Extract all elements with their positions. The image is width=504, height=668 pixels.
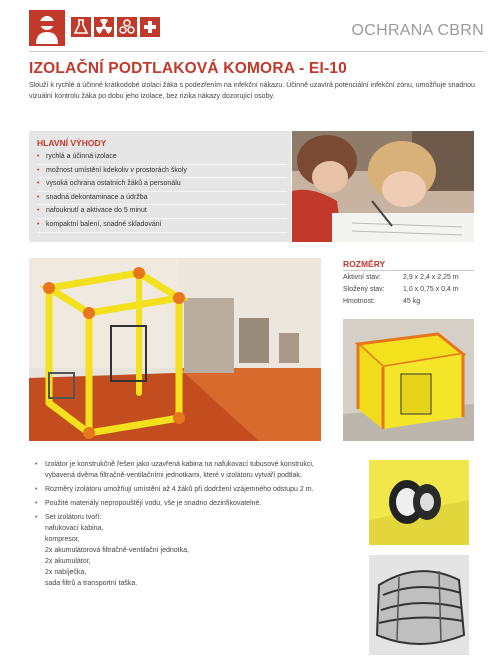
list-item: • nafouknutí a aktivace do 5 minut — [37, 205, 287, 219]
dimension-row — [343, 298, 478, 309]
list-item: • Izolátor je konstrukčně řešen jako uzavřená kabina na nafukovací tubusové konstrukci, vybavená dvěma filtračně-ventilačními jednotkami, které v izolátoru vytváří podtlak. — [35, 459, 325, 481]
radiation-icon — [94, 17, 114, 37]
set-item: 2x akumulátorová filtračně-ventilační jednotka, — [45, 547, 189, 554]
cross-icon — [140, 17, 160, 37]
photo-children-writing — [292, 131, 474, 242]
advantages-list — [37, 151, 287, 233]
set-item: nafukovací kabina, — [45, 525, 104, 532]
dimension-value: 1,0 x 0,75 x 0,4 m — [403, 286, 459, 293]
advantages-panel — [29, 131, 291, 242]
dimension-row — [343, 274, 478, 285]
list-item: • Použité materiály nepropouštějí vodu, vše je snadno dezinfikovatelné. — [35, 498, 325, 509]
list-item: • vysoká ochrana ostatních žáků a personálu — [37, 178, 287, 192]
set-item: kompresor, — [45, 536, 80, 543]
photo-transport-bag — [369, 555, 469, 655]
list-item: • Rozměry izolátoru umožňují umístění až 4 žáků při dodržení vzájemného odstupu 2 m. — [35, 484, 325, 495]
photo-corridor-isolator — [29, 258, 321, 441]
person-mask-icon — [29, 10, 65, 46]
dimensions-divider — [343, 270, 474, 271]
section-header-title: OCHRANA CBRN — [351, 22, 484, 39]
dimension-label: Aktivní stav: — [343, 274, 381, 281]
intro-paragraph: Slouží k rychlé a účinné krátkodobé izolaci žáka s podezřením na infekční nákazu. Účinně uzavírá potenciální infekční zónu, umožňuje snadnou vizuální kontrolu žáka po dobu jeho izolace, bez rizika nákazy dozorující osoby. — [29, 82, 475, 100]
chemical-icon — [71, 17, 91, 37]
list-item — [35, 512, 325, 589]
photo-inflated-tent — [343, 319, 474, 441]
header-divider — [29, 51, 484, 52]
dimensions-title: ROZMĚRY — [343, 259, 386, 269]
set-item: 2x nabíječka, — [45, 569, 87, 576]
dimension-label: Složený stav: — [343, 286, 385, 293]
details-list — [35, 459, 325, 592]
list-item: • kompaktní balení, snadné skladování — [37, 219, 287, 233]
list-item: • snadná dekontaminace a údržba — [37, 192, 287, 206]
list-item: • možnost umístění kdekoliv v prostorách školy — [37, 165, 287, 179]
advantages-title: HLAVNÍ VÝHODY — [37, 138, 107, 148]
dimension-label: Hmotnost: — [343, 298, 375, 305]
biohazard-icon — [117, 17, 137, 37]
dimension-value: 45 kg — [403, 298, 421, 305]
page-title: IZOLAČNÍ PODTLAKOVÁ KOMORA - EI-10 — [29, 60, 347, 77]
set-title: • Set izolátoru tvoří: — [45, 514, 102, 521]
set-item: sada filtrů a transportní taška. — [45, 580, 138, 587]
dimension-row — [343, 286, 478, 297]
photo-ventilation-unit — [369, 460, 469, 545]
set-item: 2x akumulátor, — [45, 558, 91, 565]
list-item: • rychlá a účinná izolace — [37, 151, 287, 165]
dimension-value: 2,9 x 2,4 x 2,25 m — [403, 274, 459, 281]
